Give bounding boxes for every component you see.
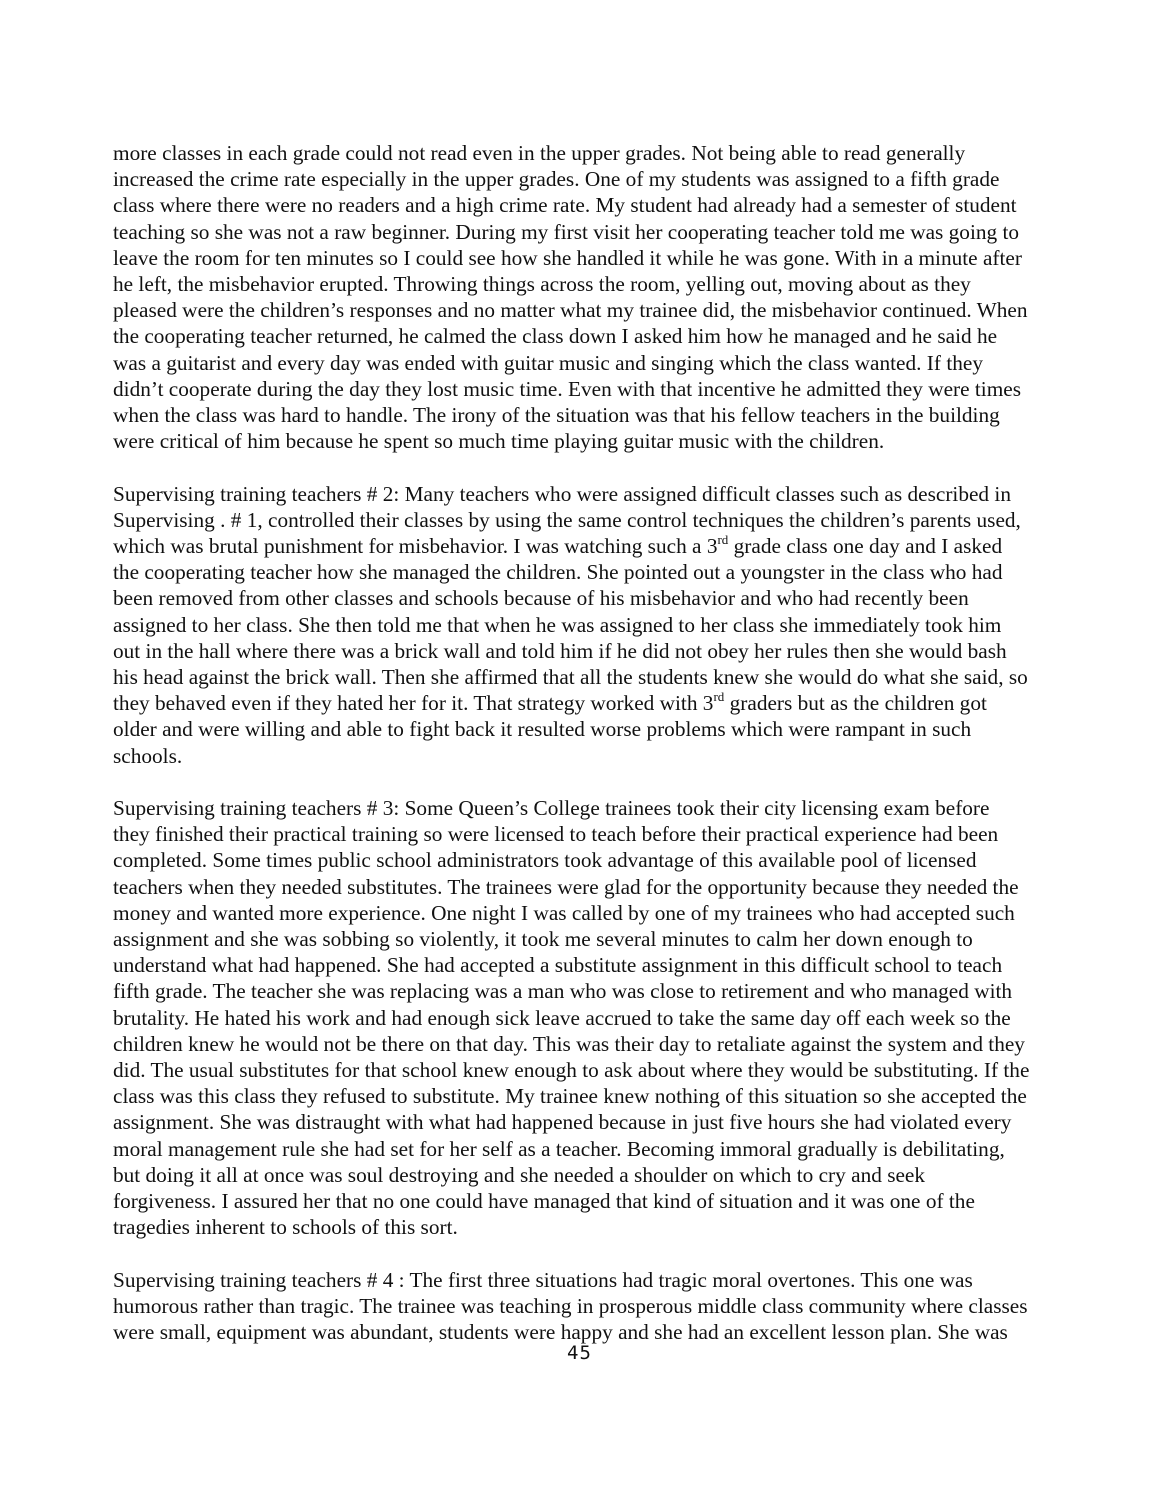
text-line: brutality. He hated his work and had enough sick leave accrued to take the same day off each week so the — [113, 1005, 1011, 1030]
text-line: Supervising training teachers # 3: Some Queen’s College trainees took their city licensing exam before — [113, 796, 990, 821]
text-line: more classes in each grade could not read even in the upper grades. Not being able to read generally — [113, 141, 966, 165]
page-number: 45 — [567, 1342, 592, 1364]
text-line: moral management rule she had set for her self as a teacher. Becoming immoral gradually is debilitating, — [113, 1136, 1005, 1161]
text-segment: grade class one day and I asked — [728, 534, 1003, 559]
text-line: Supervising . # 1, controlled their classes by using the same control techniques the children’s parents used, — [113, 507, 1021, 532]
paragraph-3 — [113, 795, 1098, 1240]
text-line: class where there were no readers and a high crime rate. My student had already had a semester of student — [113, 193, 1017, 218]
text-line: older and were willing and able to fight back it resulted worse problems which were rampant in such — [113, 717, 972, 742]
text-line: teaching so she was not a raw beginner. During my first visit her cooperating teacher told me was going to — [113, 219, 1020, 244]
text-line: was a guitarist and every day was ended with guitar music and singing which the class wanted. If they — [113, 350, 983, 375]
text-line: but doing it all at once was soul destroying and she needed a shoulder on which to cry and seek — [113, 1162, 926, 1187]
text-line: been removed from other classes and schools because of his misbehavior and who had recently been — [113, 586, 969, 611]
text-line: leave the room for ten minutes so I could see how she handled it while he was gone. With in a minute after — [113, 245, 1022, 270]
text-line: the cooperating teacher returned, he calmed the class down I asked him how he managed and he said he — [113, 324, 998, 349]
text-line: when the class was hard to handle. The irony of the situation was that his fellow teachers in the building — [113, 403, 1000, 428]
text-line: understand what had happened. She had accepted a substitute assignment in this difficult school to teach — [113, 953, 1003, 978]
ordinal-superscript: rd — [713, 689, 725, 705]
text-line: didn’t cooperate during the day they lost music time. Even with that incentive he admitted they were times — [113, 376, 1022, 401]
text-line: schools. — [113, 743, 183, 768]
text-line: Supervising training teachers # 4 : The first three situations had tragic moral overtones. This one was — [113, 1267, 973, 1292]
text-line: he left, the misbehavior erupted. Throwing things across the room, yelling out, moving about as they — [113, 272, 971, 297]
paragraph-4 — [113, 1267, 1098, 1346]
text-line: were critical of him because he spent so much time playing guitar music with the children. — [113, 429, 885, 454]
text-segment: they behaved even if they hated her for it. That strategy worked with 3 — [113, 691, 714, 716]
text-line: humorous rather than tragic. The trainee was teaching in prosperous middle class community where classes — [113, 1293, 1028, 1318]
text-line: class was this class they refused to substitute. My trainee knew nothing of this situation so she accepted the — [113, 1084, 1027, 1109]
text-line: the cooperating teacher how she managed the children. She pointed out a youngster in the class who had — [113, 560, 1003, 585]
document-page — [113, 140, 1098, 1371]
text-line: children knew he would not be there on that day. This was their day to retaliate against the system and they — [113, 1031, 1025, 1056]
text-line: increased the crime rate especially in the upper grades. One of my students was assigned to a fifth grade — [113, 167, 1000, 192]
text-line: assigned to her class. She then told me that when he was assigned to her class she immediately took him — [113, 612, 1002, 637]
text-line: tragedies inherent to schools of this sort. — [113, 1215, 458, 1240]
text-line: teachers when they needed substitutes. The trainees were glad for the opportunity because they needed the — [113, 874, 1019, 899]
paragraph-2 — [113, 481, 1098, 769]
text-line: they finished their practical training so were licensed to teach before their practical experience had been — [113, 822, 999, 847]
text-segment: graders but as the children got — [724, 691, 987, 716]
text-line: forgiveness. I assured her that no one could have managed that kind of situation and it was one of the — [113, 1189, 975, 1214]
text-line: were small, equipment was abundant, students were happy and she had an excellent lesson plan. She was — [113, 1320, 1008, 1345]
text-line: completed. Some times public school administrators took advantage of this available pool of licensed — [113, 848, 977, 873]
text-line: money and wanted more experience. One night I was called by one of my trainees who had accepted such — [113, 900, 1015, 925]
text-line: fifth grade. The teacher she was replacing was a man who was close to retirement and who managed with — [113, 979, 1013, 1004]
text-line: out in the hall where there was a brick wall and told him if he did not obey her rules then she would bash — [113, 638, 1007, 663]
paragraph-1 — [113, 140, 1098, 454]
text-line: his head against the brick wall. Then she affirmed that all the students knew she would do what she said, so — [113, 665, 1028, 690]
text-line: did. The usual substitutes for that school knew enough to ask about where they would be substituting. If the — [113, 1058, 1030, 1083]
text-line: Supervising training teachers # 2: Many teachers who were assigned difficult classes such as described in — [113, 481, 1011, 506]
ordinal-superscript: rd — [717, 531, 729, 547]
text-line — [113, 533, 1098, 559]
text-line: assignment and she was sobbing so violently, it took me several minutes to calm her down enough to — [113, 927, 973, 952]
text-line: assignment. She was distraught with what had happened because in just five hours she had violated every — [113, 1110, 1012, 1135]
text-segment: which was brutal punishment for misbehavior. I was watching such a 3 — [113, 534, 718, 559]
text-line — [113, 690, 1098, 716]
text-line: pleased were the children’s responses and no matter what my trainee did, the misbehavior continued. When — [113, 298, 1028, 323]
